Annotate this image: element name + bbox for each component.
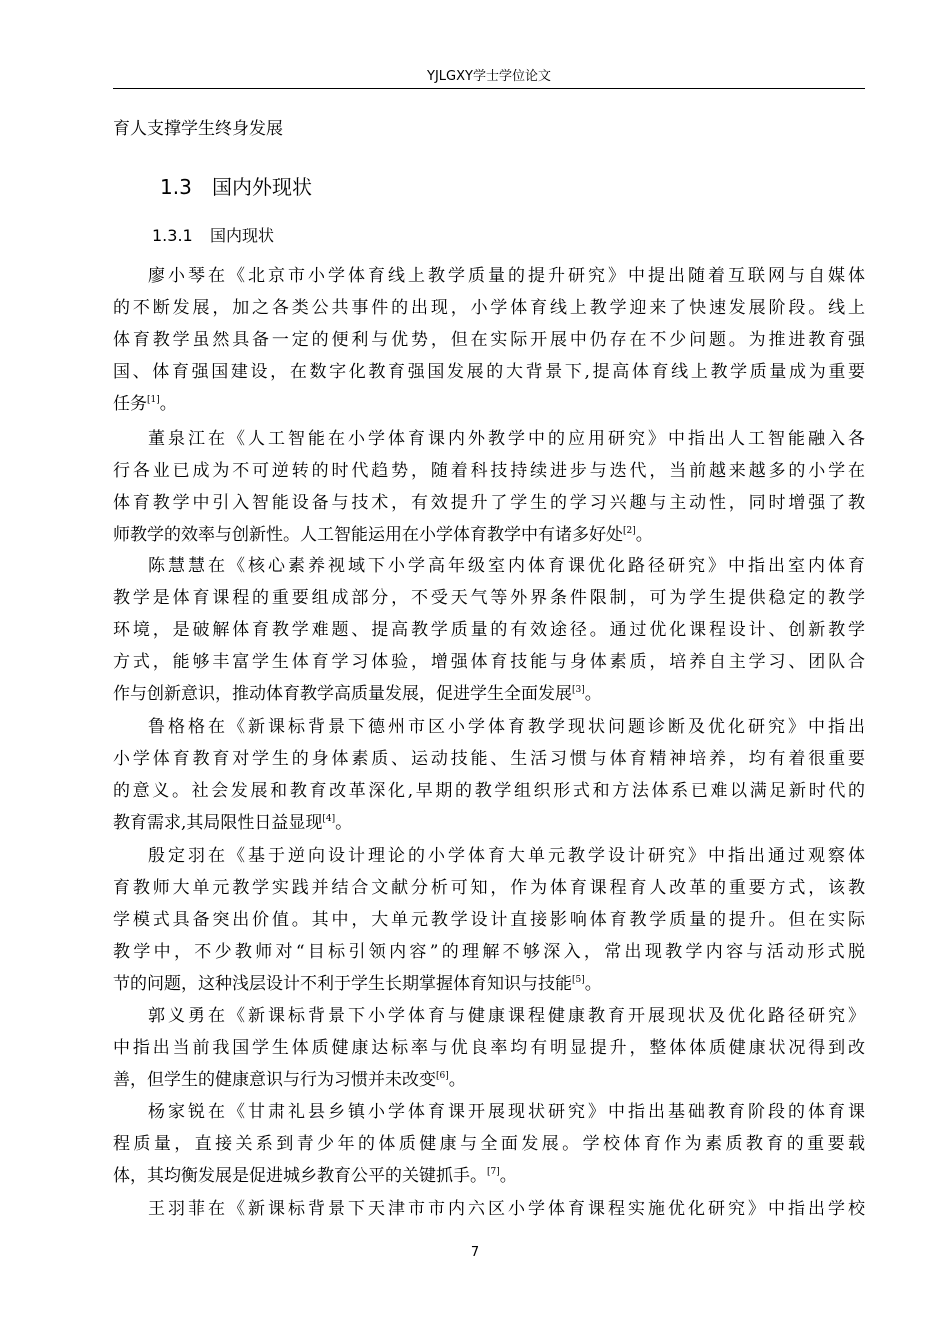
paragraph-line: 方式，能够丰富学生体育学习体验，增强体育技能与身体素质，培养自主学习、团队合 (113, 652, 865, 672)
section-heading (160, 173, 312, 201)
paragraph-line: 殷定羽在《基于逆向设计理论的小学体育大单元教学设计研究》中指出通过观察体 (148, 846, 865, 866)
paragraph-line: 教学是体育课程的重要组成部分，不受天气等外界条件限制，可为学生提供稳定的教学 (113, 588, 865, 608)
line-text: 教育需求,其局限性日益显现 (113, 813, 323, 833)
line-punct: 。 (335, 813, 353, 833)
line-punct: 。 (635, 525, 653, 545)
paragraph-line: 郭义勇在《新课标背景下小学体育与健康课程健康教育开展现状及优化路径研究》 (148, 1006, 865, 1026)
line-text: 任务 (113, 394, 147, 414)
line-punct: 。 (448, 1070, 466, 1090)
citation: [4] (322, 814, 336, 824)
paragraph-line: 中指出当前我国学生体质健康达标率与优良率均有明显提升，整体体质健康状况得到改 (113, 1038, 865, 1058)
paragraph-line: 廖小琴在《北京市小学体育线上教学质量的提升研究》中提出随着互联网与自媒体 (148, 266, 865, 286)
paragraph-line: 程质量，直接关系到青少年的体质健康与全面发展。学校体育作为素质教育的重要载 (113, 1134, 865, 1154)
paragraph-line: 董泉江在《人工智能在小学体育课内外教学中的应用研究》中指出人工智能融入各 (148, 429, 865, 449)
paragraph-line: 小学体育教育对学生的身体素质、运动技能、生活习惯与体育精神培养，均有着很重要 (113, 749, 865, 769)
paragraph-last-line (113, 1067, 466, 1093)
paragraph-line: 育教师大单元教学实践并结合文献分析可知，作为体育课程育人改革的重要方式，该教 (113, 878, 865, 898)
line-text: 体，其均衡发展是促进城乡教育公平的关键抓手。 (113, 1166, 487, 1186)
line-punct: 。 (499, 1166, 517, 1186)
paragraph-line: 鲁格格在《新课标背景下德州市区小学体育教学现状问题诊断及优化研究》中指出 (148, 717, 865, 737)
citation: [2] (623, 526, 636, 536)
line-text: 节的问题，这种浅层设计不利于学生长期掌握体育知识与技能 (113, 974, 572, 994)
paragraph-last-line (113, 1163, 517, 1189)
paragraph-last-line (113, 971, 602, 997)
paragraph-line: 的意义。社会发展和教育改革深化,早期的教学组织形式和方法体系已难以满足新时代的 (113, 781, 865, 801)
paragraph-line: 陈慧慧在《核心素养视域下小学高年级室内体育课优化路径研究》中指出室内体育 (148, 556, 865, 576)
line-text: 作与创新意识，推动体育教学高质量发展，促进学生全面发展 (113, 684, 572, 704)
paragraph-last-line (113, 522, 653, 548)
citation: [5] (572, 975, 585, 985)
paragraph-line: 国、体育强国建设，在数字化教育强国发展的大背景下,提高体育线上教学质量成为重要 (113, 362, 865, 382)
citation: [6] (436, 1071, 449, 1081)
subsection-heading (152, 223, 274, 249)
line-punct: 。 (159, 394, 177, 414)
paragraph-last-line (113, 681, 602, 707)
paragraph-line: 环境，是破解体育教学难题、提高教学质量的有效途径。通过优化课程设计、创新教学 (113, 620, 865, 640)
paragraph-line: 的不断发展，加之各类公共事件的出现，小学体育线上教学迎来了快速发展阶段。线上 (113, 298, 865, 318)
paragraph-line: 行各业已成为不可逆转的时代趋势，随着科技持续进步与迭代，当前越来越多的小学在 (113, 461, 865, 481)
line-punct: 。 (584, 974, 602, 994)
paragraph-line: 体育教学虽然具备一定的便利与优势，但在实际开展中仍存在不少问题。为推进教育强 (113, 330, 865, 350)
paragraph-line: 学模式具备突出价值。其中，大单元教学设计直接影响体育教学质量的提升。但在实际 (113, 910, 865, 930)
line-text: 师教学的效率与创新性。人工智能运用在小学体育教学中有诸多好处 (113, 525, 623, 545)
citation: [7] (487, 1167, 500, 1177)
paragraph-line: 体育教学中引入智能设备与技术，有效提升了学生的学习兴趣与主动性，同时增强了教 (113, 493, 865, 513)
intro-line: 育人支撑学生终身发展 (113, 119, 283, 139)
section-number: 1.3 (160, 175, 192, 199)
line-punct: 。 (584, 684, 602, 704)
paragraph-line: 杨家锐在《甘肃礼县乡镇小学体育课开展现状研究》中指出基础教育阶段的体育课 (148, 1102, 865, 1122)
subsection-title: 国内现状 (210, 226, 275, 245)
citation: [3] (572, 685, 585, 695)
paragraph-line: 王羽菲在《新课标背景下天津市市内六区小学体育课程实施优化研究》中指出学校 (148, 1199, 865, 1219)
citation: [1] (147, 395, 160, 405)
line-text: 善，但学生的健康意识与行为习惯并未改变 (113, 1070, 436, 1090)
running-header: YJLGXY学士学位论文 (113, 66, 865, 89)
paragraph-line: 教学中，不少教师对“目标引领内容”的理解不够深入，常出现教学内容与活动形式脱 (113, 942, 865, 962)
page-number: 7 (470, 1245, 480, 1260)
paragraph-last-line (113, 810, 352, 836)
section-title: 国内外现状 (212, 175, 312, 199)
subsection-number: 1.3.1 (152, 226, 193, 245)
paragraph-last-line (113, 391, 177, 417)
